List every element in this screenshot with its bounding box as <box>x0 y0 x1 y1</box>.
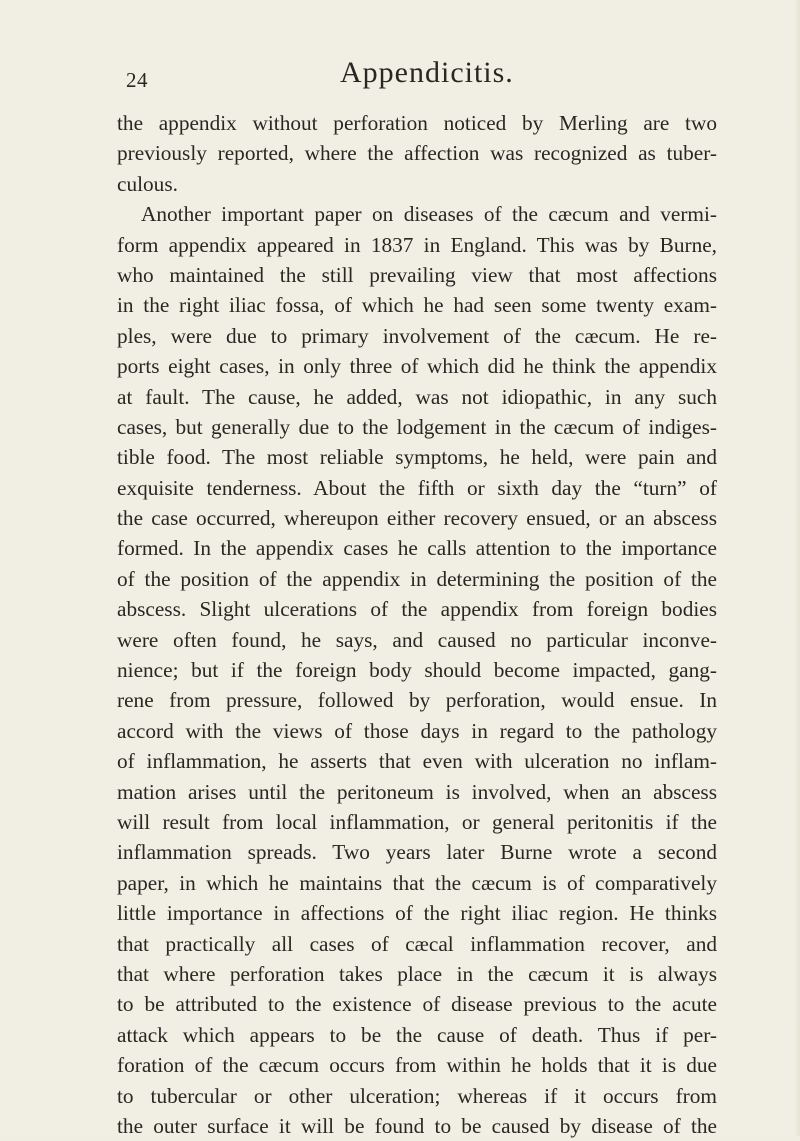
text-line: that where perforation takes place in the cæcum it is always <box>117 961 717 986</box>
page-number: 24 <box>126 68 148 92</box>
text-line: ports eight cases, in only three of which did he think the appendix <box>117 354 717 379</box>
text-line: to be attributed to the existence of disease previous to the acute <box>117 992 717 1017</box>
text-line: inflammation spreads. Two years later Burne wrote a second <box>117 840 717 865</box>
text-line: at fault. The cause, he added, was not idiopathic, in any such <box>117 384 717 409</box>
text-line: to tubercular or other ulceration; whereas if it occurs from <box>117 1083 717 1108</box>
text-line: nience; but if the foreign body should become impacted, gang- <box>117 658 717 683</box>
text-line: the case occurred, whereupon either recovery ensued, or an abscess <box>117 506 717 531</box>
text-line: in the right iliac fossa, of which he had seen some twenty exam- <box>117 293 717 318</box>
text-line: cases, but generally due to the lodgement in the cæcum of indiges- <box>117 414 717 439</box>
body-text <box>117 108 717 1141</box>
text-line: little importance in affections of the right iliac region. He thinks <box>117 901 717 926</box>
text-line: culous. <box>117 171 178 196</box>
text-line: the outer surface it will be found to be caused by disease of the <box>117 1113 717 1138</box>
text-line: exquisite tenderness. About the fifth or sixth day the “turn” of <box>117 475 717 500</box>
text-line: will result from local inflammation, or general peritonitis if the <box>117 809 717 834</box>
text-line: tible food. The most reliable symptoms, he held, were pain and <box>117 445 717 470</box>
text-line: form appendix appeared in 1837 in England. This was by Burne, <box>117 232 717 257</box>
text-line: who maintained the still prevailing view that most affections <box>117 262 717 287</box>
text-line: foration of the cæcum occurs from within he holds that it is due <box>117 1053 717 1078</box>
text-line: were often found, he says, and caused no particular inconve- <box>117 627 717 652</box>
text-line: rene from pressure, followed by perforation, would ensue. In <box>117 688 717 713</box>
running-head: Appendicitis. <box>340 56 514 89</box>
text-line: mation arises until the peritoneum is involved, when an abscess <box>117 779 717 804</box>
text-line: previously reported, where the affection was recognized as tuber- <box>117 141 717 166</box>
text-line: the appendix without perforation noticed by Merling are two <box>117 111 717 135</box>
text-line: ples, were due to primary involvement of the cæcum. He re- <box>117 323 717 348</box>
page-edge-shadow <box>794 0 800 1136</box>
text-line: Another important paper on diseases of the cæcum and vermi- <box>141 202 717 227</box>
text-line: of the position of the appendix in determining the position of the <box>117 566 717 591</box>
text-line: that practically all cases of cæcal inflammation recover, and <box>117 931 717 956</box>
text-line: accord with the views of those days in regard to the pathology <box>117 718 717 743</box>
text-line: formed. In the appendix cases he calls attention to the importance <box>117 536 717 561</box>
text-line: of inflammation, he asserts that even with ulceration no inflam- <box>117 749 717 774</box>
text-line: attack which appears to be the cause of death. Thus if per- <box>117 1022 717 1047</box>
text-line: paper, in which he maintains that the cæcum is of comparatively <box>117 870 717 895</box>
text-line: abscess. Slight ulcerations of the appendix from foreign bodies <box>117 597 717 622</box>
